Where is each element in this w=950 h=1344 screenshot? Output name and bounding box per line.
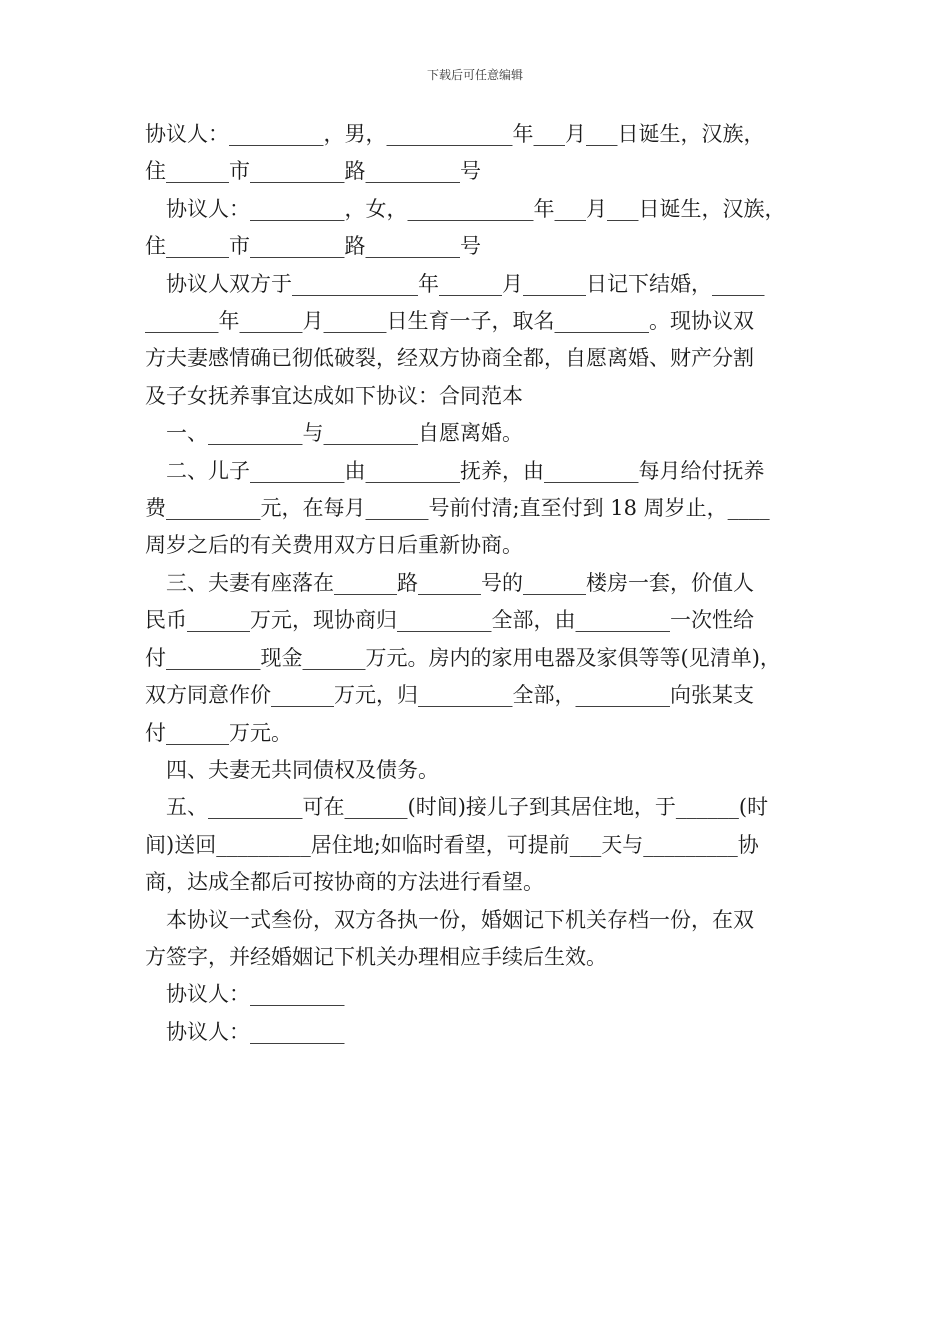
signature-line-1: 协议人：_________	[166, 982, 345, 1007]
party-one-address: 住______市_________路_________号	[145, 159, 481, 184]
agreement-body	[145, 116, 813, 1051]
party-one-line: 协议人：_________，男，____________年___月___日诞生，汉族，	[145, 122, 765, 146]
clause-one: 一、_________与_________自愿离婚。	[166, 421, 523, 446]
clause-three: 三、夫妻有座落在______路______号的______楼房一套，价值人	[166, 570, 754, 595]
clause-five: 五、_________可在______(时间)接儿子到其居住地，于______(时	[166, 795, 769, 820]
clause-three-2: 民币______万元，现协商归_________全部，由_________一次性给	[145, 608, 754, 633]
clause-three-4: 双方同意作价______万元，归_________全部，_________向张某支	[145, 683, 754, 708]
clause-two: 二、儿子_________由_________抚养，由_________每月给付抚养	[166, 458, 765, 483]
clause-five-2: 间)送回_________居住地;如临时看望，可提前___天与_________协	[145, 832, 759, 857]
clause-two-2: 费_________元，在每月______号前付清;直至付到 18 周岁止，____	[145, 496, 770, 521]
signature-line-2: 协议人：_________	[166, 1019, 345, 1044]
marriage-line-3: 方夫妻感情确已彻低破裂，经双方协商全都，自愿离婚、财产分割	[145, 346, 754, 371]
party-two-address: 住______市_________路_________号	[145, 234, 481, 259]
clause-two-3: 周岁之后的有关费用双方日后重新协商。	[145, 533, 523, 558]
clause-five-3: 商，达成全都后可按协商的方法进行看望。	[145, 870, 544, 895]
marriage-line-4: 及子女抚养事宜达成如下协议：合同范本	[145, 383, 523, 408]
copies-clause: 本协议一式叁份，双方各执一份，婚姻记下机关存档一份，在双	[166, 907, 754, 932]
marriage-line-2: _______年______月______日生育一子，取名_________。现协议双	[145, 309, 754, 334]
header-watermark: 下载后可任意编辑	[426, 68, 523, 82]
clause-three-5: 付______万元。	[145, 720, 292, 745]
clause-four: 四、夫妻无共同债权及债务。	[166, 757, 439, 782]
copies-clause-2: 方签字，并经婚姻记下机关办理相应手续后生效。	[145, 944, 607, 969]
marriage-line: 协议人双方于____________年______月______日记下结婚，_____	[166, 271, 765, 296]
party-two-line: 协议人：_________，女，____________年___月___日诞生，汉族，	[166, 196, 786, 221]
clause-three-3: 付_________现金______万元。房内的家用电器及家俱等等(见清单)，	[145, 645, 781, 670]
